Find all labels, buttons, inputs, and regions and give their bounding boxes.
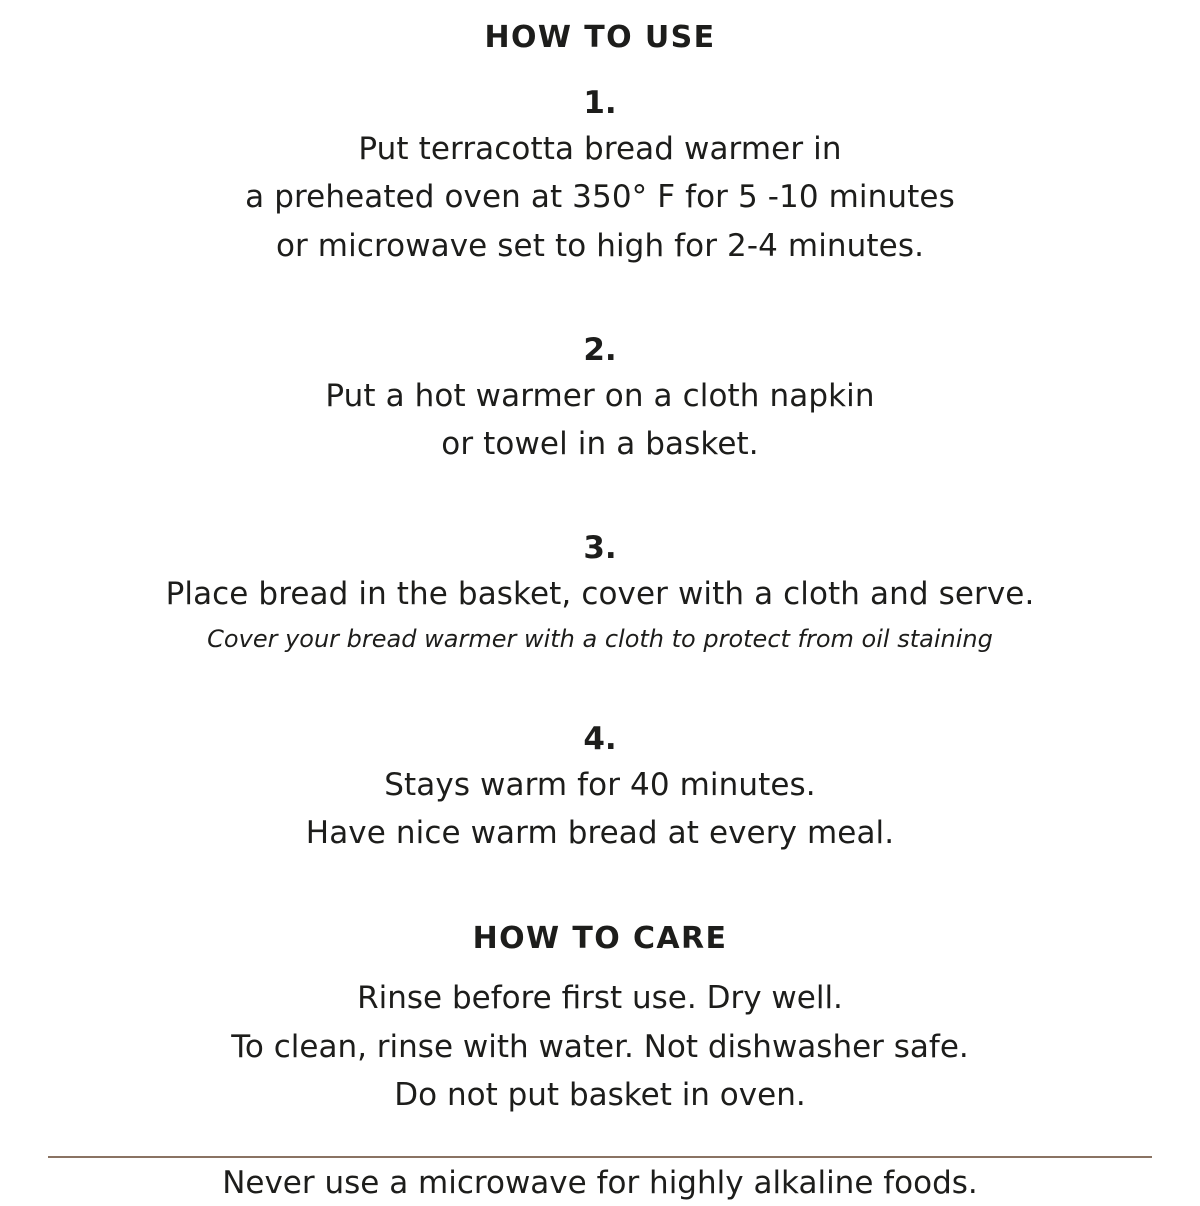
how-to-care-heading: HOW TO CARE [472, 921, 728, 957]
step-4-line-2: Have nice warm bread at every meal. [305, 814, 895, 851]
step-1 [40, 83, 1160, 270]
footer-note: Never use a microwave for highly alkaline foods. [222, 1165, 978, 1201]
care-body [40, 974, 1160, 1119]
care-line-1: Rinse before first use. Dry well. [357, 980, 843, 1017]
step-1-line-2: a preheated oven at 350° F for 5 -10 minutes [245, 179, 955, 216]
step-4-line-1: Stays warm for 40 minutes. [384, 766, 816, 803]
step-1-line-3: or microwave set to high for 2-4 minutes. [275, 227, 925, 264]
step-3-line-1: Place bread in the basket, cover with a cloth and serve. [165, 576, 1035, 613]
care-line-2: To clean, rinse with water. Not dishwasher safe. [231, 1028, 969, 1065]
step-4 [40, 719, 1160, 858]
step-3-number: 3. [583, 530, 617, 567]
step-1-number: 1. [583, 85, 617, 121]
step-1-line-1: Put terracotta bread warmer in [358, 130, 842, 167]
care-line-3: Do not put basket in oven. [394, 1076, 806, 1113]
step-2-line-1: Put a hot warmer on a cloth napkin [325, 377, 875, 414]
step-4-number: 4. [583, 720, 617, 757]
step-2-line-2: or towel in a basket. [441, 426, 759, 463]
step-2-number: 2. [583, 331, 617, 368]
step-3-note: Cover your bread warmer with a cloth to protect from oil staining [207, 624, 993, 653]
footer-divider [48, 1156, 1152, 1158]
step-3 [40, 528, 1160, 656]
how-to-use-heading: HOW TO USE [484, 20, 716, 55]
step-2 [40, 330, 1160, 469]
